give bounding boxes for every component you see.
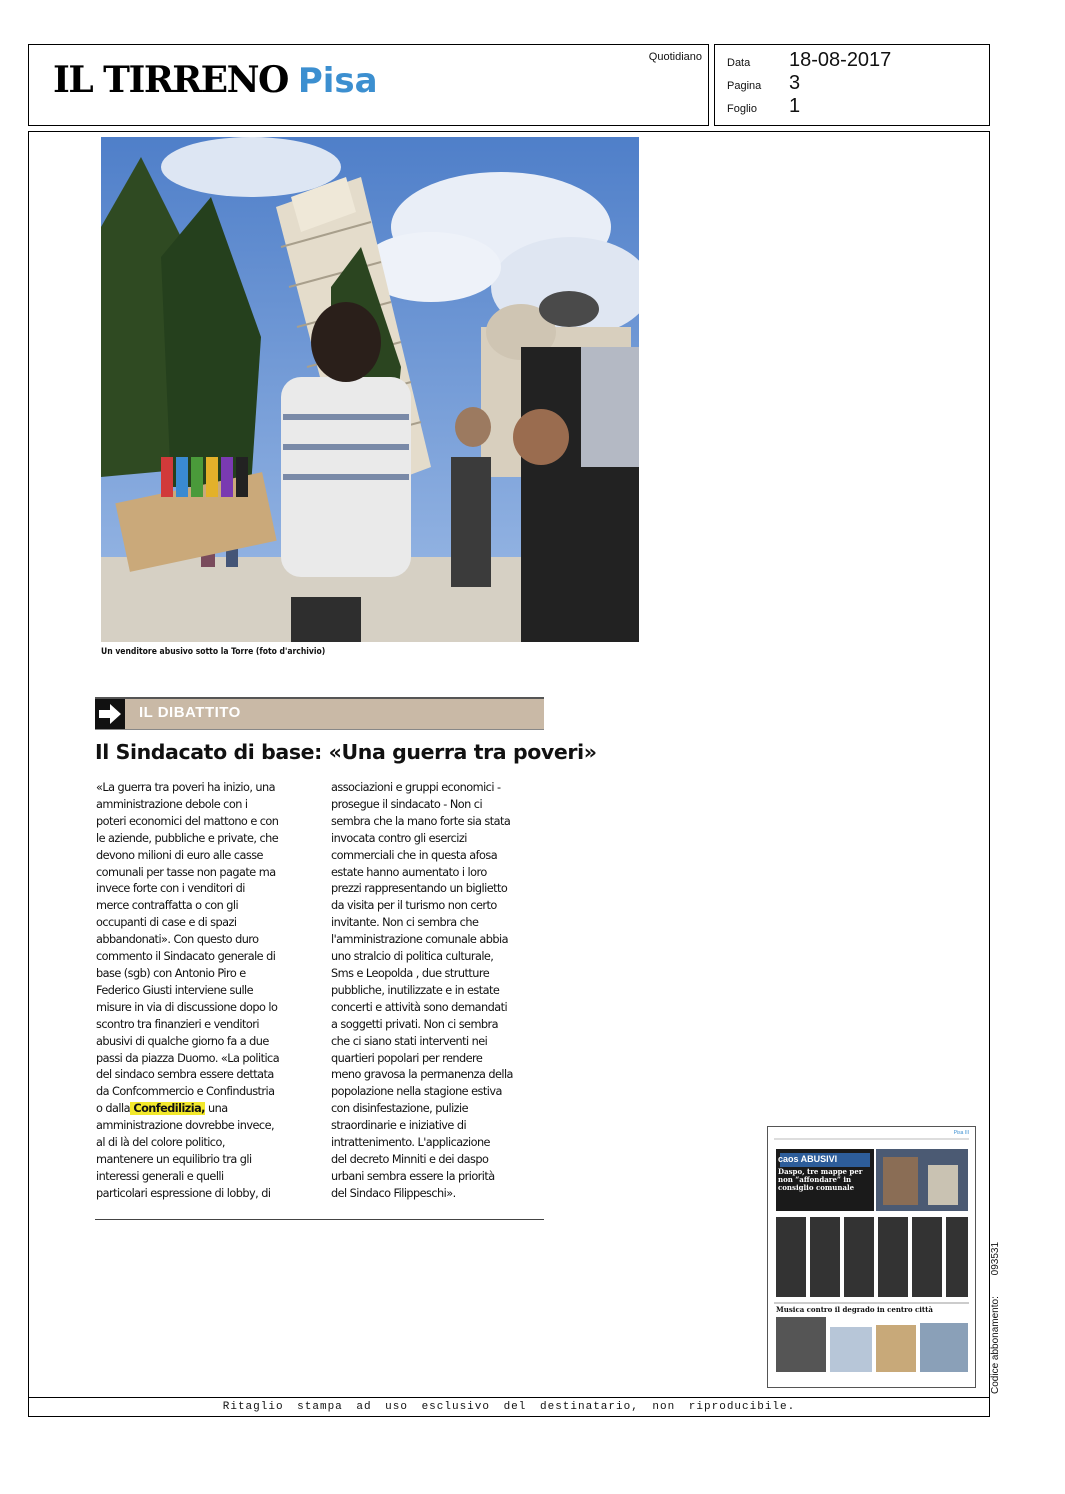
- arrow-right-icon: [95, 699, 125, 729]
- article-line: o dalla Confedilizia, una: [96, 1102, 228, 1116]
- page-thumbnail-illustration: [768, 1127, 975, 1387]
- article-line: interessi generali e quelli: [96, 1169, 224, 1183]
- article-line: sembra che la mano forte sia stata: [331, 814, 511, 828]
- article-line: Sms e Leopolda , due strutture: [331, 966, 490, 980]
- article-line: da Confcommercio e Confindustria: [96, 1085, 275, 1099]
- date-label: Data: [727, 57, 751, 69]
- masthead-city: Pisa: [297, 61, 378, 101]
- kicker-label: IL DIBATTITO: [139, 704, 241, 721]
- footer-disclaimer: Ritaglio stampa ad uso esclusivo del destinatario, non riproducibile.: [222, 1401, 796, 1413]
- page-row: [727, 72, 800, 95]
- article-line: estate hanno aumentato i loro: [331, 865, 487, 879]
- publication-type: Quotidiano: [648, 51, 702, 63]
- article-line: commerciali che in questa afosa: [331, 848, 498, 862]
- page-label: Pagina: [727, 80, 762, 92]
- article-line: merce contraffatta o con gli: [96, 899, 239, 913]
- photo-caption: Un venditore abusivo sotto la Torre (foto d'archivio): [101, 647, 326, 657]
- article-column-2: [331, 780, 549, 1203]
- highlighted-term: Confedilizia,: [129, 1102, 205, 1116]
- page-value: 3: [789, 72, 801, 94]
- subscription-code-vertical: [990, 1241, 1008, 1394]
- article-line: l'amministrazione comunale abbia: [331, 933, 508, 947]
- leaning-tower-photo-illustration: [101, 137, 639, 642]
- article-line: a soggetti privati. Non ci sembra: [331, 1017, 498, 1031]
- masthead-box: [28, 44, 709, 126]
- article-line: straordinarie e iniziative di: [331, 1119, 467, 1133]
- article-line: prosegue il sindacato - Non ci: [331, 797, 483, 811]
- metadata-box: [714, 44, 990, 126]
- article-line: «La guerra tra poveri ha inizio, una: [96, 781, 275, 794]
- article-line: quartieri popolari per rendere: [331, 1051, 483, 1065]
- article-line: del sindaco sembra essere dettata: [96, 1068, 274, 1082]
- article-line: invocata contro gli esercizi: [331, 831, 467, 845]
- article-line: invitante. Non ci sembra che: [331, 916, 479, 930]
- article-line: urbani sembra essere la priorità: [331, 1169, 495, 1183]
- article-line: amministrazione dovrebbe invece,: [96, 1119, 275, 1133]
- footer-rule: [28, 1397, 990, 1398]
- article-line: mantenere un equilibrio tra gli: [96, 1152, 252, 1166]
- page-thumbnail: [767, 1126, 976, 1388]
- article-line: devono milioni di euro alle casse: [96, 848, 263, 862]
- article-line: che ci siano stati interventi nei: [331, 1034, 488, 1048]
- article-line: associazioni e gruppi economici -: [331, 781, 501, 794]
- subscription-code: 093531: [990, 1241, 1001, 1276]
- article-line: con disinfestazione, pulizie: [331, 1102, 469, 1116]
- article-column-1: [96, 780, 314, 1203]
- article-line: particolari espressione di lobby, di: [96, 1186, 271, 1200]
- sheet-label: Foglio: [727, 103, 757, 115]
- article-line: pubbliche, inutilizzate e in estate: [331, 983, 500, 997]
- article-headline: Il Sindacato di base: «Una guerra tra poveri»: [95, 740, 597, 764]
- article-line: meno gravosa la permanenza della: [331, 1068, 513, 1082]
- article-line: poteri economici del mattono e con: [96, 814, 279, 828]
- article-line: al di là del colore politico,: [96, 1136, 225, 1150]
- thumbnail-headline: Daspo, tre mappe per non “affondare” in consiglio comunale: [778, 1167, 863, 1192]
- article-line: del Sindaco Filippeschi».: [331, 1186, 456, 1200]
- article-line: le aziende, pubbliche e private, che: [96, 831, 279, 845]
- article-line: occupanti di case e di spazi: [96, 916, 237, 930]
- masthead: [53, 59, 378, 101]
- section-kicker: [95, 697, 544, 730]
- thumbnail-page-label: Pisa III: [953, 1130, 969, 1136]
- article-line: commento il Sindacato generale di: [96, 950, 276, 964]
- article-line: amministrazione debole con i: [96, 797, 248, 811]
- sheet-row: [727, 95, 800, 118]
- article-line: prezzi rappresentando un biglietto: [331, 882, 508, 896]
- article-line: base (sgb) con Antonio Piro e: [96, 966, 246, 980]
- article-line: passi da piazza Duomo. «La politica: [96, 1051, 280, 1065]
- date-row: [727, 49, 891, 72]
- article-line: concerti e attività sono demandati: [331, 1000, 508, 1014]
- article-line: uno stralcio di politica culturale,: [331, 950, 494, 964]
- date-value: 18-08-2017: [789, 49, 892, 71]
- article-line: del decreto Minniti e dei daspo: [331, 1152, 489, 1166]
- article-line: comunali per tasse non pagate ma: [96, 865, 276, 879]
- article-line: misure in via di discussione dopo lo: [96, 1000, 278, 1014]
- article-line: abbandonati». Con questo duro: [96, 933, 259, 947]
- masthead-name: IL TIRRENO: [53, 59, 288, 101]
- article-line: intrattenimento. L'applicazione: [331, 1136, 490, 1150]
- article-line: da visita per il turismo non certo: [331, 899, 497, 913]
- article-line: popolazione nella stagione estiva: [331, 1085, 502, 1099]
- sheet-value: 1: [789, 95, 801, 117]
- article-line: invece forte con i venditori di: [96, 882, 245, 896]
- thumbnail-second-headline: Musica contro il degrado in centro città: [776, 1305, 933, 1314]
- article-photo: [101, 137, 639, 642]
- article-line: Federico Giusti interviene sulle: [96, 983, 254, 997]
- article-line: abusivi di qualche giorno fa a due: [96, 1034, 269, 1048]
- article-line-tail: una: [204, 1102, 228, 1116]
- thumbnail-banner: caos ABUSIVI: [778, 1154, 838, 1164]
- article-line: scontro tra finanzieri e venditori: [96, 1017, 259, 1031]
- subscription-label: Codice abbonamento:: [990, 1296, 1001, 1394]
- article-end-rule: [95, 1219, 544, 1220]
